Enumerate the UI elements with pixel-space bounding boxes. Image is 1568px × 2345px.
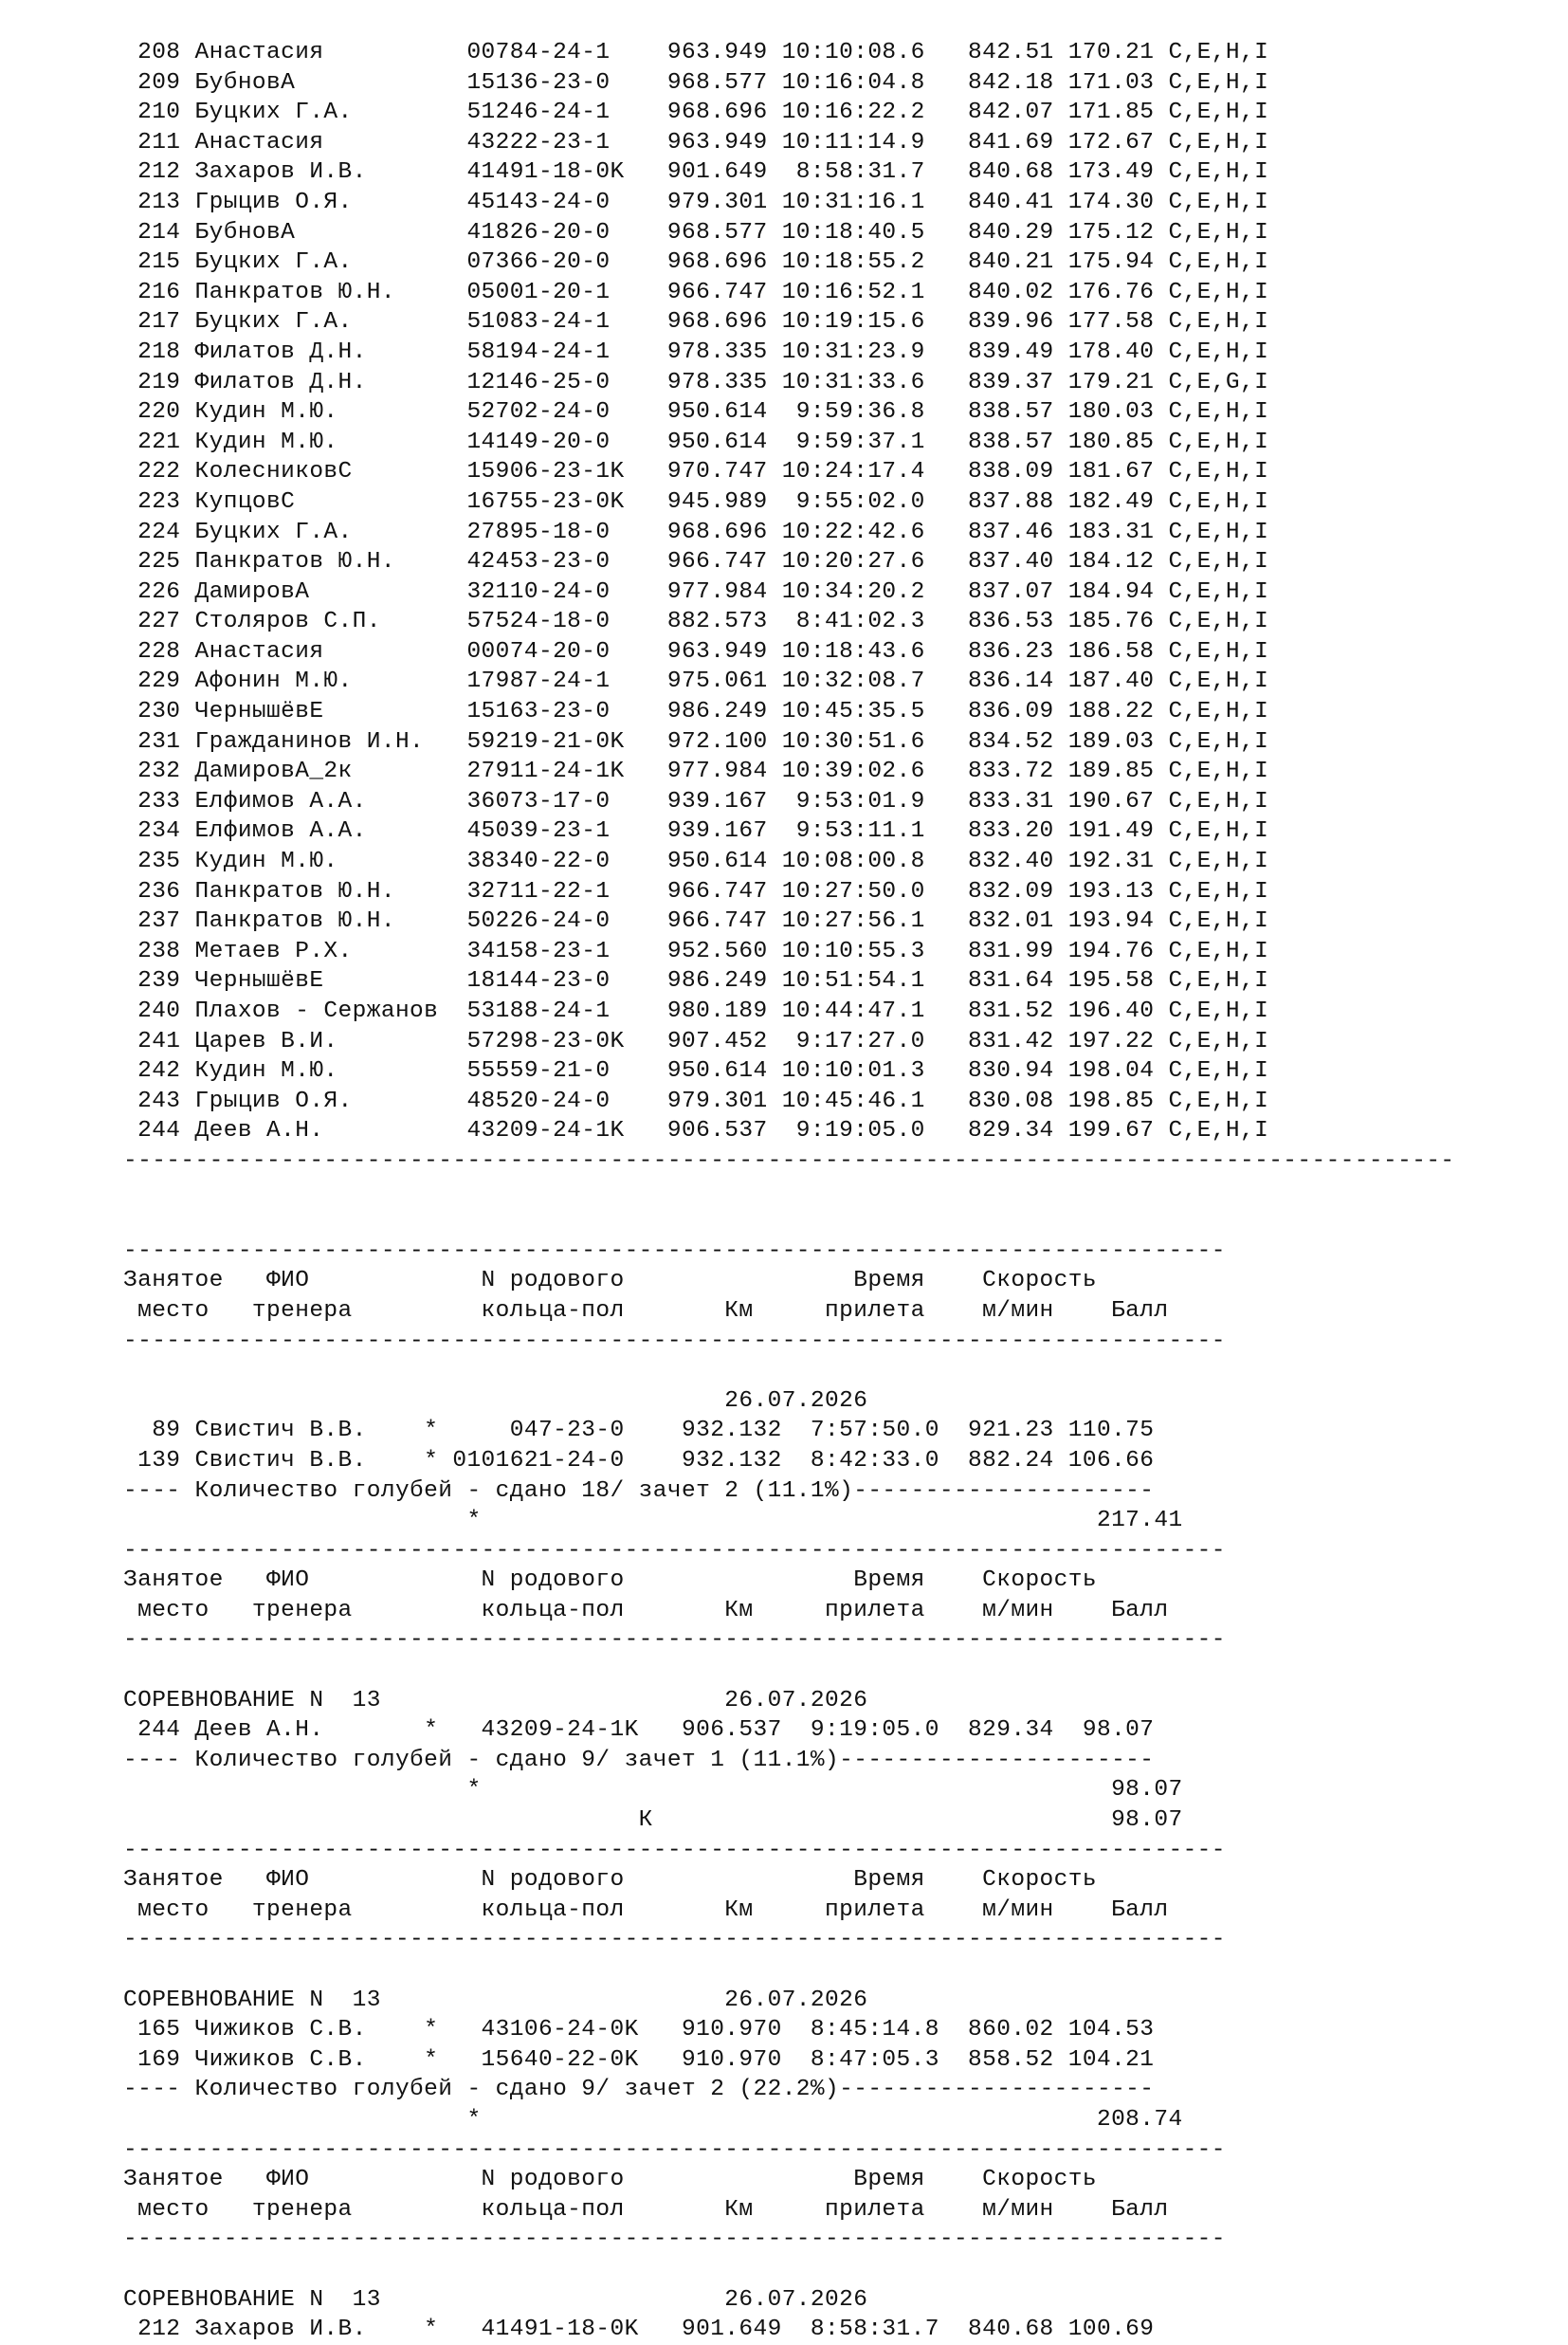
total-line: * 217.41 <box>123 1508 1183 1534</box>
result-row: 228 Анастасия 00074-20-0 963.949 10:18:43.6 836.23 186.58 C,E,H,I <box>123 638 1269 665</box>
column-header-line: Занятое ФИО N родового Время Скорость <box>123 1268 1097 1294</box>
blank-line <box>123 2255 1455 2285</box>
result-row: 219 Филатов Д.Н. 12146-25-0 978.335 10:31:33.6 839.37 179.21 C,E,G,I <box>123 369 1269 395</box>
result-row: 225 Панкратов Ю.Н. 42453-23-0 966.747 10:20:27.6 837.40 184.12 C,E,H,I <box>123 549 1269 576</box>
blank-line <box>123 1206 1455 1237</box>
result-row: 89 Свистич В.В. * 047-23-0 932.132 7:57:50.0 921.23 110.75 <box>123 1418 1155 1444</box>
result-row: 209 БубновА 15136-23-0 968.577 10:16:04.8 842.18 171.03 C,E,H,I <box>123 69 1269 96</box>
blank-line <box>123 1955 1455 1986</box>
result-row: 217 Буцких Г.А. 51083-24-1 968.696 10:19:15.6 839.96 177.58 C,E,H,I <box>123 309 1269 336</box>
result-row: 212 Захаров И.В. * 41491-18-0K 901.649 8:58:31.7 840.68 100.69 <box>123 2317 1155 2343</box>
blank-line <box>123 1177 1455 1207</box>
result-row: 229 Афонин М.Ю. 17987-24-1 975.061 10:32:08.7 836.14 187.40 C,E,H,I <box>123 669 1269 695</box>
result-row: 211 Анастасия 43222-23-1 963.949 10:11:14.9 841.69 172.67 C,E,H,I <box>123 129 1269 156</box>
result-row: 169 Чижиков С.В. * 15640-22-0K 910.970 8:47:05.3 858.52 104.21 <box>123 2046 1155 2073</box>
result-row: 241 Царев В.И. 57298-23-0K 907.452 9:17:27.0 831.42 197.22 C,E,H,I <box>123 1028 1269 1054</box>
result-row: 139 Свистич В.В. * 0101621-24-0 932.132 8:42:33.0 882.24 106.66 <box>123 1447 1155 1474</box>
competition-heading: СОРЕВНОВАНИЕ N 13 26.07.2026 <box>123 1687 868 1713</box>
blank-line <box>123 1356 1455 1386</box>
column-header-line: место тренера кольца-пол Км прилета м/мин Балл <box>123 1297 1169 1324</box>
result-row: 242 Кудин М.Ю. 55559-21-0 950.614 10:10:01.3 830.94 198.04 C,E,H,I <box>123 1058 1269 1085</box>
column-header-line: Занятое ФИО N родового Время Скорость <box>123 2167 1097 2193</box>
result-row: 218 Филатов Д.Н. 58194-24-1 978.335 10:31:23.9 839.49 178.40 C,E,H,I <box>123 339 1269 365</box>
result-row: 227 Столяров С.П. 57524-18-0 882.573 8:41:02.3 836.53 185.76 C,E,H,I <box>123 609 1269 635</box>
result-row: 237 Панкратов Ю.Н. 50226-24-0 966.747 10:27:56.1 832.01 193.94 C,E,H,I <box>123 908 1269 935</box>
result-row: 165 Чижиков С.В. * 43106-24-0K 910.970 8:45:14.8 860.02 104.53 <box>123 2017 1155 2043</box>
result-row: 212 Захаров И.В. 41491-18-0K 901.649 8:58:31.7 840.68 173.49 C,E,H,I <box>123 159 1269 186</box>
competition-heading: СОРЕВНОВАНИЕ N 13 26.07.2026 <box>123 1987 868 2013</box>
column-header-line: место тренера кольца-пол Км прилета м/мин Балл <box>123 2196 1169 2223</box>
total-line: К 98.07 <box>123 1807 1183 1834</box>
column-header-line: место тренера кольца-пол Км прилета м/мин Балл <box>123 1597 1169 1623</box>
separator-line: --------------------------------------------------------------------------------------------- <box>123 1147 1455 1174</box>
summary-line: ---- Количество голубей - сдано 9/ зачет 2 (22.2%)---------------------- <box>123 2077 1155 2103</box>
result-row: 233 Елфимов А.А. 36073-17-0 939.167 9:53:01.9 833.31 190.67 C,E,H,I <box>123 788 1269 815</box>
separator-line: ----------------------------------------------------------------------------- <box>123 1328 1226 1354</box>
separator-line: ----------------------------------------------------------------------------- <box>123 1927 1226 1953</box>
result-row: 213 Грыцив О.Я. 45143-24-0 979.301 10:31:16.1 840.41 174.30 C,E,H,I <box>123 189 1269 215</box>
date-line: 26.07.2026 <box>123 1387 868 1414</box>
result-row: 214 БубновА 41826-20-0 968.577 10:18:40.5 840.29 175.12 C,E,H,I <box>123 219 1269 246</box>
result-row: 210 Буцких Г.А. 51246-24-1 968.696 10:16:22.2 842.07 171.85 C,E,H,I <box>123 100 1269 126</box>
report-document <box>123 38 1455 2345</box>
result-row: 222 КолесниковС 15906-23-1K 970.747 10:24:17.4 838.09 181.67 C,E,H,I <box>123 459 1269 485</box>
result-row: 220 Кудин М.Ю. 52702-24-0 950.614 9:59:36.8 838.57 180.03 C,E,H,I <box>123 399 1269 426</box>
column-header-line: место тренера кольца-пол Км прилета м/мин Балл <box>123 1896 1169 1923</box>
separator-line: ----------------------------------------------------------------------------- <box>123 2136 1226 2163</box>
summary-line: ---- Количество голубей - сдано 9/ зачет 1 (11.1%)---------------------- <box>123 1747 1155 1773</box>
separator-line: ----------------------------------------------------------------------------- <box>123 1237 1226 1264</box>
total-line: * 98.07 <box>123 1777 1183 1804</box>
result-row: 223 КупцовС 16755-23-0K 945.989 9:55:02.0 837.88 182.49 C,E,H,I <box>123 488 1269 515</box>
result-row: 216 Панкратов Ю.Н. 05001-20-1 966.747 10:16:52.1 840.02 176.76 C,E,H,I <box>123 279 1269 305</box>
total-line: * 208.74 <box>123 2106 1183 2133</box>
result-row: 236 Панкратов Ю.Н. 32711-22-1 966.747 10:27:50.0 832.09 193.13 C,E,H,I <box>123 878 1269 905</box>
column-header-line: Занятое ФИО N родового Время Скорость <box>123 1867 1097 1894</box>
result-row: 243 Грыцив О.Я. 48520-24-0 979.301 10:45:46.1 830.08 198.85 C,E,H,I <box>123 1088 1269 1114</box>
result-row: 235 Кудин М.Ю. 38340-22-0 950.614 10:08:00.8 832.40 192.31 C,E,H,I <box>123 849 1269 875</box>
result-row: 234 Елфимов А.А. 45039-23-1 939.167 9:53:11.1 833.20 191.49 C,E,H,I <box>123 818 1269 845</box>
competition-heading: СОРЕВНОВАНИЕ N 13 26.07.2026 <box>123 2286 868 2313</box>
summary-line: ---- Количество голубей - сдано 18/ зачет 2 (11.1%)--------------------- <box>123 1477 1155 1504</box>
result-row: 230 ЧернышёвЕ 15163-23-0 986.249 10:45:35.5 836.09 188.22 C,E,H,I <box>123 699 1269 725</box>
result-row: 208 Анастасия 00784-24-1 963.949 10:10:08.6 842.51 170.21 C,E,H,I <box>123 40 1269 65</box>
result-row: 221 Кудин М.Ю. 14149-20-0 950.614 9:59:37.1 838.57 180.85 C,E,H,I <box>123 429 1269 455</box>
result-row: 239 ЧернышёвЕ 18144-23-0 986.249 10:51:54.1 831.64 195.58 C,E,H,I <box>123 968 1269 995</box>
result-row: 224 Буцких Г.А. 27895-18-0 968.696 10:22:42.6 837.46 183.31 C,E,H,I <box>123 519 1269 545</box>
result-row: 244 Деев А.Н. * 43209-24-1K 906.537 9:19:05.0 829.34 98.07 <box>123 1717 1155 1744</box>
result-row: 238 Метаев Р.Х. 34158-23-1 952.560 10:10:55.3 831.99 194.76 C,E,H,I <box>123 938 1269 964</box>
separator-line: ----------------------------------------------------------------------------- <box>123 2226 1226 2253</box>
separator-line: ----------------------------------------------------------------------------- <box>123 1627 1226 1654</box>
result-row: 215 Буцких Г.А. 07366-20-0 968.696 10:18:55.2 840.21 175.94 C,E,H,I <box>123 249 1269 276</box>
separator-line: ----------------------------------------------------------------------------- <box>123 1537 1226 1564</box>
result-row: 244 Деев А.Н. 43209-24-1K 906.537 9:19:05.0 829.34 199.67 C,E,H,I <box>123 1118 1269 1145</box>
result-row: 226 ДамировА 32110-24-0 977.984 10:34:20.2 837.07 184.94 C,E,H,I <box>123 578 1269 605</box>
blank-line <box>123 1656 1455 1686</box>
column-header-line: Занятое ФИО N родового Время Скорость <box>123 1567 1097 1594</box>
result-row: 232 ДамировА_2к 27911-24-1K 977.984 10:39:02.6 833.72 189.85 C,E,H,I <box>123 759 1269 785</box>
separator-line: ----------------------------------------------------------------------------- <box>123 1837 1226 1863</box>
result-row: 240 Плахов - Сержанов 53188-24-1 980.189 10:44:47.1 831.52 196.40 C,E,H,I <box>123 998 1269 1024</box>
result-row: 231 Гражданинов И.Н. 59219-21-0K 972.100 10:30:51.6 834.52 189.03 C,E,H,I <box>123 728 1269 755</box>
